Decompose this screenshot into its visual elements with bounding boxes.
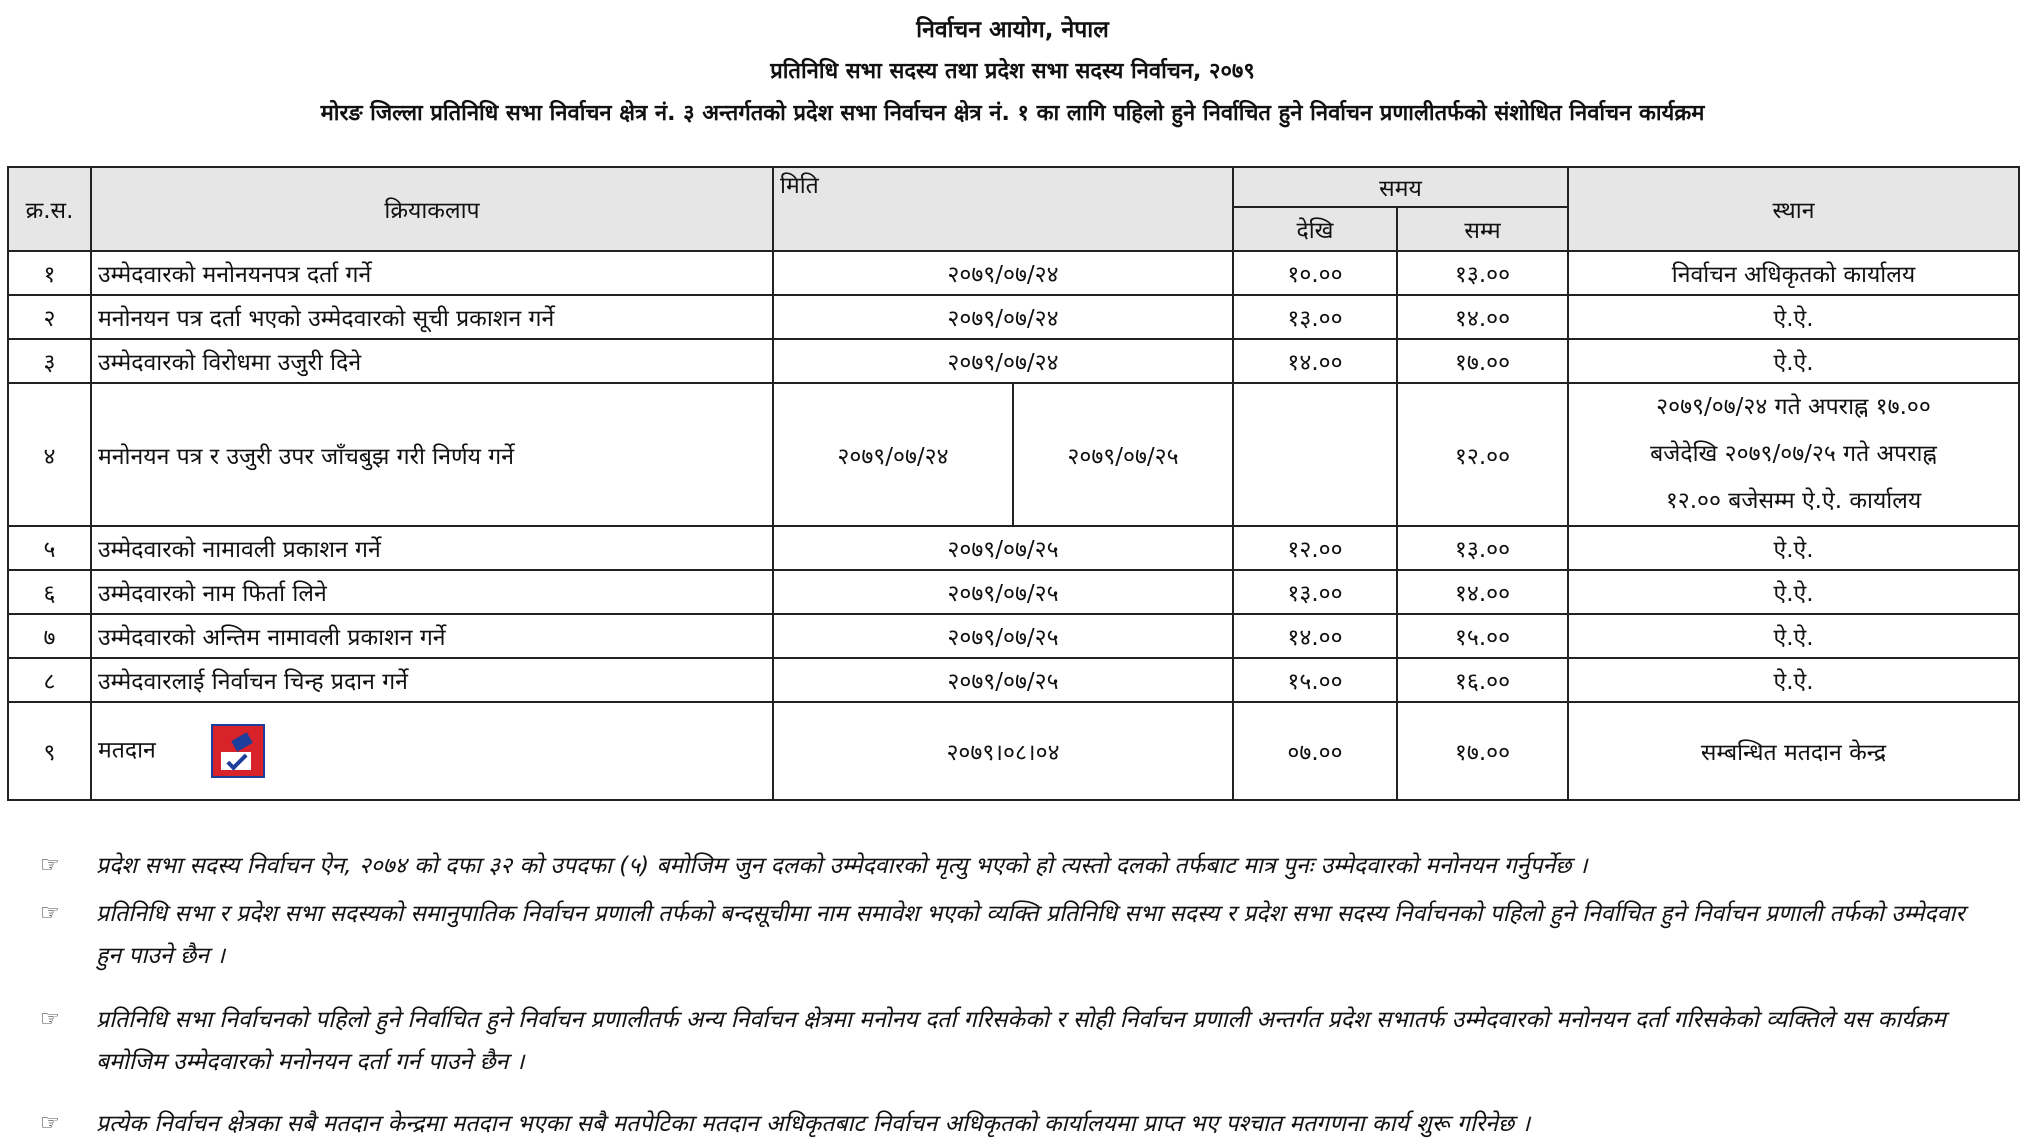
row-activity: उम्मेदवारको नामावली प्रकाशन गर्ने [91, 526, 773, 570]
row-sn: ५ [8, 526, 91, 570]
row-sn: १ [8, 251, 91, 295]
row-time-to: १६.०० [1397, 658, 1568, 702]
note-item [40, 999, 1995, 1083]
row-place: ऐ.ऐ. [1568, 658, 2019, 702]
header-row [8, 167, 2019, 207]
election-title: प्रतिनिधि सभा सदस्य तथा प्रदेश सभा सदस्य निर्वाचन, २०७९ [770, 59, 1255, 84]
row-date: २०७९/०७/२४ [773, 295, 1233, 339]
row-place [1568, 383, 2019, 526]
pointing-hand-icon: ☞ [40, 1111, 60, 1136]
row-activity: उम्मेदवारको विरोधमा उजुरी दिने [91, 339, 773, 383]
row-place: ऐ.ऐ. [1568, 295, 2019, 339]
row-time-to: १२.०० [1397, 383, 1568, 526]
table-row [8, 339, 2019, 383]
row-time-to: १४.०० [1397, 295, 1568, 339]
row-sn: ४ [8, 383, 91, 526]
table-row [8, 383, 2019, 526]
row-time-from: १२.०० [1233, 526, 1397, 570]
row-activity: मनोनयन पत्र र उजुरी उपर जाँचबुझ गरी निर्णय गर्ने [91, 383, 773, 526]
row-place: निर्वाचन अधिकृतको कार्यालय [1568, 251, 2019, 295]
row-date: २०७९/०७/२४ [773, 339, 1233, 383]
pointing-hand-icon: ☞ [40, 853, 60, 878]
header-place: स्थान [1568, 167, 2019, 251]
row-sn: ६ [8, 570, 91, 614]
row-place: ऐ.ऐ. [1568, 570, 2019, 614]
row-time-to: १७.०० [1397, 702, 1568, 800]
row-sn: २ [8, 295, 91, 339]
table-row [8, 658, 2019, 702]
note-item [40, 845, 1995, 887]
row-time-from [1233, 383, 1397, 526]
row-time-to: १३.०० [1397, 251, 1568, 295]
table-row [8, 702, 2019, 800]
row-date: २०७९/०७/२५ [773, 526, 1233, 570]
note-text: प्रतिनिधि सभा निर्वाचनको पहिलो हुने निर्वाचित हुने निर्वाचन प्रणालीतर्फ अन्य निर्वाचन क्षेत्रमा मनोनय दर्ता गरिसकेको र सोही निर्वाचन प्रणाली अन्तर्गत प्रदेश सभातर्फ उम्मेदवारको मनोनयन दर्ता गरिसकेको व्यक्तिले यस कार्यक्रम बमोजिम उम्मेदवारको मनोनयन दर्ता गर्न पाउने छैन । [96, 1007, 1946, 1075]
row-date: २०७९/०७/२४ [773, 251, 1233, 295]
row-activity: उम्मेदवारको मनोनयनपत्र दर्ता गर्ने [91, 251, 773, 295]
row-time-from: १०.०० [1233, 251, 1397, 295]
row-place: ऐ.ऐ. [1568, 339, 2019, 383]
row-date: २०७९/०७/२५ [773, 614, 1233, 658]
header-from: देखि [1233, 207, 1397, 251]
row-place: ऐ.ऐ. [1568, 614, 2019, 658]
row-time-to: १७.०० [1397, 339, 1568, 383]
table-row [8, 295, 2019, 339]
row-activity: उम्मेदवारको अन्तिम नामावली प्रकाशन गर्ने [91, 614, 773, 658]
row-time-from: १४.०० [1233, 339, 1397, 383]
row-place-line: १२.०० बजेसम्म ऐ.ऐ. कार्यालय [1665, 488, 1922, 514]
row-time-from: १३.०० [1233, 295, 1397, 339]
notes-section [40, 845, 1995, 1145]
pointing-hand-icon: ☞ [40, 901, 60, 926]
pointing-hand-icon: ☞ [40, 1007, 60, 1032]
row-sn: ७ [8, 614, 91, 658]
schedule-table [7, 166, 2020, 801]
row-place-line: बजेदेखि २०७९/०७/२५ गते अपराह्न [1650, 441, 1937, 467]
row-sn: ३ [8, 339, 91, 383]
row-time-from: १४.०० [1233, 614, 1397, 658]
row-time-from: १५.०० [1233, 658, 1397, 702]
row-time-to: १५.०० [1397, 614, 1568, 658]
note-item [40, 1103, 1995, 1145]
row-time-from: १३.०० [1233, 570, 1397, 614]
header-date: मिति [773, 167, 1233, 251]
document-header [0, 10, 2025, 134]
row-time-to: १४.०० [1397, 570, 1568, 614]
row-date-to: २०७९/०७/२५ [1013, 383, 1233, 526]
row-place: सम्बन्धित मतदान केन्द्र [1568, 702, 2019, 800]
row-time-from: ०७.०० [1233, 702, 1397, 800]
row-sn: ८ [8, 658, 91, 702]
row-place: ऐ.ऐ. [1568, 526, 2019, 570]
row-sn: ९ [8, 702, 91, 800]
header-sn: क्र.स. [8, 167, 91, 251]
row-place-line: २०७९/०७/२४ गते अपराह्न १७.०० [1656, 394, 1931, 420]
table-row [8, 251, 2019, 295]
program-title: मोरङ जिल्ला प्रतिनिधि सभा निर्वाचन क्षेत्र नं. ३ अन्तर्गतको प्रदेश सभा निर्वाचन क्षेत्र नं. १ का लागि पहिलो हुने निर्वाचित हुने निर्वाचन प्रणालीतर्फको संशोधित निर्वाचन कार्यक्रम [320, 101, 1705, 126]
org-title: निर्वाचन आयोग, नेपाल [916, 17, 1109, 43]
row-activity: मतदान [98, 737, 156, 764]
row-date-from: २०७९/०७/२४ [773, 383, 1013, 526]
header-to: सम्म [1397, 207, 1568, 251]
row-activity: उम्मेदवारलाई निर्वाचन चिन्ह प्रदान गर्ने [91, 658, 773, 702]
note-item [40, 893, 1995, 977]
row-time-to: १३.०० [1397, 526, 1568, 570]
note-text: प्रतिनिधि सभा र प्रदेश सभा सदस्यको समानुपातिक निर्वाचन प्रणाली तर्फको बन्दसूचीमा नाम समावेश भएको व्यक्ति प्रतिनिधि सभा सदस्य र प्रदेश सभा सदस्य निर्वाचनको पहिलो हुने निर्वाचित हुने निर्वाचन प्रणाली तर्फको उम्मेदवार हुन पाउने छैन । [96, 901, 1965, 969]
ballot-box-icon [211, 724, 265, 778]
row-activity: मनोनयन पत्र दर्ता भएको उम्मेदवारको सूची प्रकाशन गर्ने [91, 295, 773, 339]
note-text: प्रदेश सभा सदस्य निर्वाचन ऐन, २०७४ को दफा ३२ को उपदफा (५) बमोजिम जुन दलको उम्मेदवारको मृत्यु भएको हो त्यस्तो दलको तर्फबाट मात्र पुनः उम्मेदवारको मनोनयन गर्नुपर्नेछ । [96, 853, 1588, 879]
table-row [8, 526, 2019, 570]
row-activity: उम्मेदवारको नाम फिर्ता लिने [91, 570, 773, 614]
table-row [8, 614, 2019, 658]
table-row [8, 570, 2019, 614]
note-text: प्रत्येक निर्वाचन क्षेत्रका सबै मतदान केन्द्रमा मतदान भएका सबै मतपेटिका मतदान अधिकृतबाट निर्वाचन अधिकृतको कार्यालयमा प्राप्त भए पश्चात मतगणना कार्य शुरू गरिनेछ । [96, 1111, 1531, 1137]
header-time: समय [1233, 167, 1568, 207]
row-date: २०७९/०७/२५ [773, 658, 1233, 702]
ballot-paper-shape [231, 732, 253, 751]
row-date: २०७९/०७/२५ [773, 570, 1233, 614]
header-activity: क्रियाकलाप [91, 167, 773, 251]
row-date: २०७९।०८।०४ [773, 702, 1233, 800]
row-activity-cell [91, 702, 773, 800]
